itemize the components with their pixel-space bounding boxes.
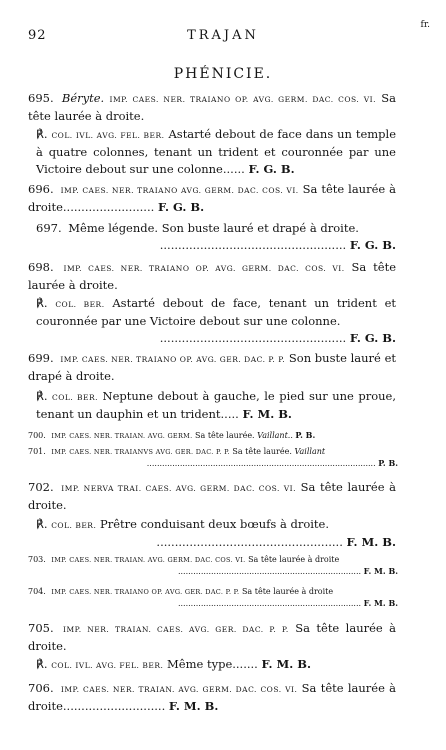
coin-entry-696: 696. IMP. CAES. NER. TRAIANO AVG. GERM. DAC. COS. VI. Sa tête laurée à droite......................... F. G. B. [28,182,397,214]
section-title: PHÉNICIE. [173,66,273,82]
coin-reverse-698: ℟. COL. BER. Astarté debout de face, tenant un trident et couronnée par une Victoire debout sur une colonne. ................................................... F. G. B. [36,296,397,345]
coin-entry-706: 706. IMP. CAES. NER. TRAIAN. AVG. GERM. DAC. COS. VI. Sa tête laurée à droite............................ F. M. B. [28,681,397,713]
coin-reverse-695: ℟. COL. IVL. AVG. FEL. BER. Astarté debout de face dans un temple à quatre colonnes, tenant un trident et couronnée par une Victoire debout sur une colonne...... F. G. B. [36,127,397,176]
coin-entry-701: 701. IMP. CAES. NER. TRAIANVS AVG. GER. DAC. P. P. Sa tête laurée. Vaillant .......................................................................................... P. B. [28,447,398,468]
coin-reverse-702: ℟. COL. BER. Prêtre conduisant deux bœufs à droite. ................................................... F. M. B. [36,517,396,549]
coin-entry-699: 699. IMP. CAES. NER. TRAIANO OP. AVG. GER. DAC. P. P. Son buste lauré et drapé à droite. [28,351,396,383]
coin-entry-703: 703. IMP. CAES. NER. TRAIAN. AVG. GERM. DAC. COS. VI. Sa tête laurée à droite ........................................................................ F. M. B. [28,555,398,576]
coin-reverse-699: ℟. COL. BER. Neptune debout à gauche, le pied sur une proue, tenant un dauphin et un trident..... F. M. B. [36,389,397,421]
coin-entry-704: 704. IMP. CAES. NER. TRAIANO OP. AVG. GER. DAC. P. P. Sa tête laurée à droite ........................................................................ F. M. B. [28,587,398,608]
coin-entry-702: 702. IMP. NERVA TRAI. CAES. AVG. GERM. DAC. COS. VI. Sa tête laurée à droite. [28,480,397,512]
margin-note: fr. [420,20,430,30]
coin-entry-698: 698. IMP. CAES. NER. TRAIANO OP. AVG. GERM. DAC. COS. VI. Sa tête laurée à droite. [28,260,397,292]
coin-entry-700: 700. IMP. CAES. NER. TRAIAN. AVG. GERM. Sa tête laurée. Vaillant.. P. B. [28,430,316,440]
page-header [0,28,446,44]
page-number: 92 [28,28,47,43]
running-title: TRAJAN [187,28,259,43]
coin-entry-697: 697. Même légende. Son buste lauré et drapé à droite. ................................................... F. G. B. [36,221,396,252]
coin-entry-695: 695. Béryte. IMP. CAES. NER. TRAIANO OP. AVG. GERM. DAC. COS. VI. Sa tête laurée à droite. [28,91,397,123]
coin-entry-705: 705. IMP. NER. TRAIAN. CAES. AVG. GER. DAC. P. P. Sa tête laurée à droite. [28,621,396,653]
coin-reverse-705: ℟. COL. IVL. AVG. FEL. BER. Même type....... F. M. B. [36,657,311,671]
